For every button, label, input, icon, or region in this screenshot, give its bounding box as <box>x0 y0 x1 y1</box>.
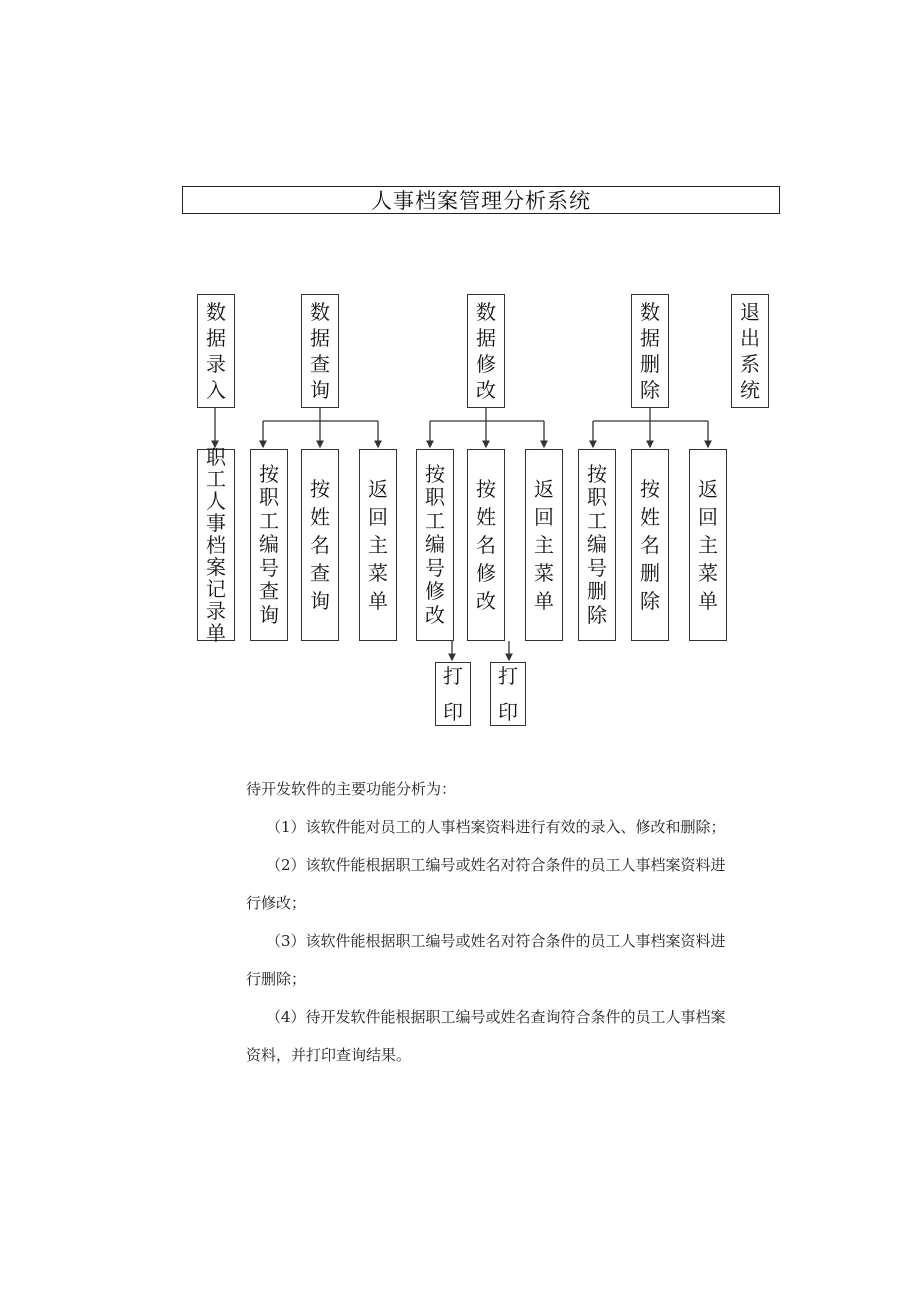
node-label: 按 姓 名 修 改 <box>476 477 496 613</box>
node-modify-by-name <box>467 449 505 641</box>
module-data-input <box>197 294 235 408</box>
description-intro: 待开发软件的主要功能分析为： <box>246 780 457 798</box>
node-query-by-name <box>301 449 339 641</box>
description-item-4-cont: 资料，并打印查询结果。 <box>246 1046 412 1064</box>
node-modify-return-menu <box>525 449 563 641</box>
module-data-delete <box>631 294 669 408</box>
module-label: 数 据 删 除 <box>640 300 660 402</box>
module-label: 退 出 系 统 <box>740 300 760 402</box>
description-item-4: （4）待开发软件能根据职工编号或姓名查询符合条件的员工人事档案 <box>266 1008 726 1026</box>
node-print-by-id <box>435 662 471 726</box>
description-item-3: （3）该软件能根据职工编号或姓名对符合条件的员工人事档案资料进 <box>266 932 726 950</box>
description-item-1: （1）该软件能对员工的人事档案资料进行有效的录入、修改和删除； <box>266 818 726 836</box>
node-label: 打 印 <box>443 664 463 724</box>
node-label: 按 姓 名 删 除 <box>640 477 660 613</box>
function-description <box>246 770 806 1074</box>
module-exit-system <box>731 294 769 408</box>
description-item-3-cont: 行删除； <box>246 970 307 988</box>
node-print-by-name <box>490 662 526 726</box>
module-label: 数 据 修 改 <box>476 300 496 402</box>
node-query-return-menu <box>359 449 397 641</box>
module-label: 数 据 录 入 <box>206 300 226 402</box>
node-record-form <box>197 445 235 645</box>
node-label: 按 职 工 编 号 查 询 <box>259 461 279 627</box>
node-delete-by-id <box>578 449 616 641</box>
node-label: 返 回 主 菜 单 <box>534 477 554 613</box>
node-delete-by-name <box>631 449 669 641</box>
node-query-by-id <box>250 449 288 641</box>
module-label: 数 据 查 询 <box>310 300 330 402</box>
node-modify-by-id <box>416 449 454 641</box>
node-delete-return-menu <box>689 449 727 641</box>
module-data-modify <box>467 294 505 408</box>
node-label: 返 回 主 菜 单 <box>698 477 718 613</box>
description-item-2-cont: 行修改； <box>246 894 307 912</box>
description-item-2: （2）该软件能根据职工编号或姓名对符合条件的员工人事档案资料进 <box>266 856 726 874</box>
module-data-query <box>301 294 339 408</box>
node-label: 返 回 主 菜 单 <box>368 477 388 613</box>
node-label: 职 工 人 事 档 案 记 录 单 <box>206 445 226 645</box>
node-label: 按 职 工 编 号 删 除 <box>587 461 607 627</box>
node-label: 打 印 <box>498 664 518 724</box>
node-label: 按 姓 名 查 询 <box>310 477 330 613</box>
diagram-title: 人事档案管理分析系统 <box>182 186 780 214</box>
node-label: 按 职 工 编 号 修 改 <box>425 461 445 627</box>
